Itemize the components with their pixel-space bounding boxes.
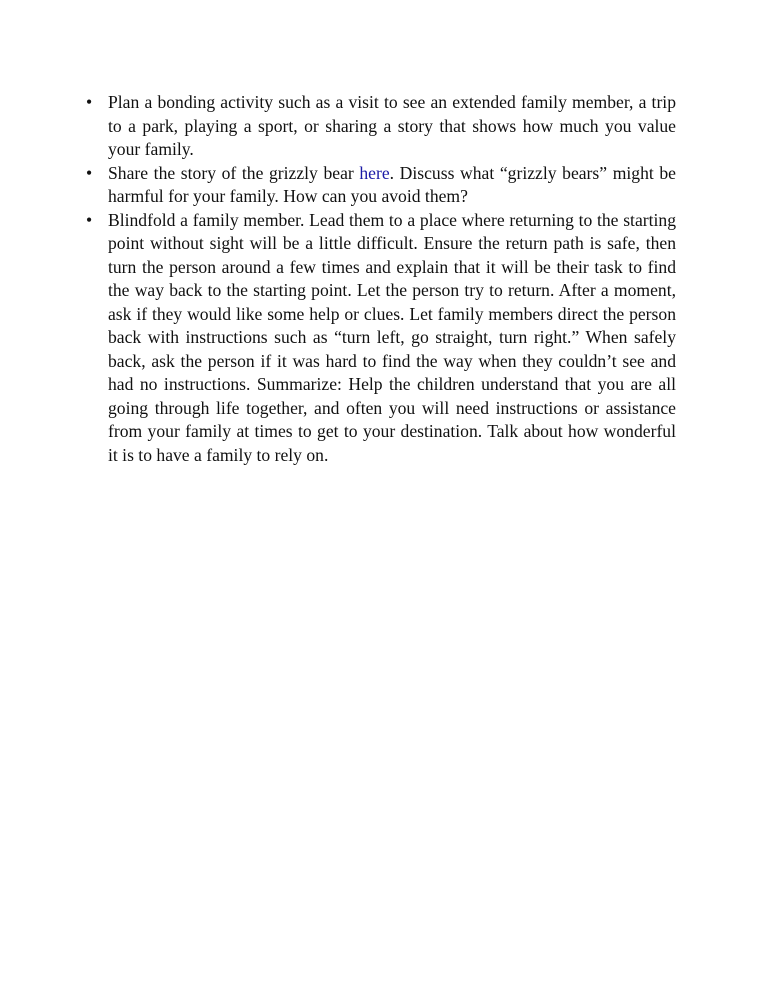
grizzly-bear-story-link[interactable]: here	[359, 162, 390, 183]
blindfold-activity-text: Blindfold a family member. Lead them to a place where returning to the starting point without sight will be a little difficult. Ensure the return path is safe, then turn the person around a few times and explain that it will be their task to find the way back to the starting point. Let the person try to return. After a moment, ask if they would like some help or clues. Let family members direct the person back with instructions such as “turn left, go straight, turn right.” When safely back, ask the person if it was hard to find the way when they couldn’t see and had no instructions. Summarize: Help the children understand that you are all going through life together, and often you will need instructions or assistance from your family at times to get to your destination. Talk about how wonderful it is to have a family to rely on.	[108, 209, 676, 465]
list-item-grizzly-bear	[86, 162, 676, 209]
bullet-icon: •	[86, 162, 93, 183]
bonding-activity-text: Plan a bonding activity such as a visit to see an extended family member, a trip to a park, playing a sport, or sharing a story that shows how much you value your family.	[108, 92, 676, 159]
bullet-icon: •	[86, 92, 93, 112]
list-item-blindfold-activity	[86, 209, 676, 468]
activity-list	[86, 91, 676, 467]
grizzly-bear-text-start: Share the story of the grizzly bear	[108, 162, 360, 183]
list-item-bonding-activity	[86, 91, 676, 162]
bullet-icon: •	[86, 209, 93, 230]
grizzly-bear-text-end: . Discuss what “grizzly bears” might be harmful for your family. How can you avoid them?	[108, 162, 676, 206]
